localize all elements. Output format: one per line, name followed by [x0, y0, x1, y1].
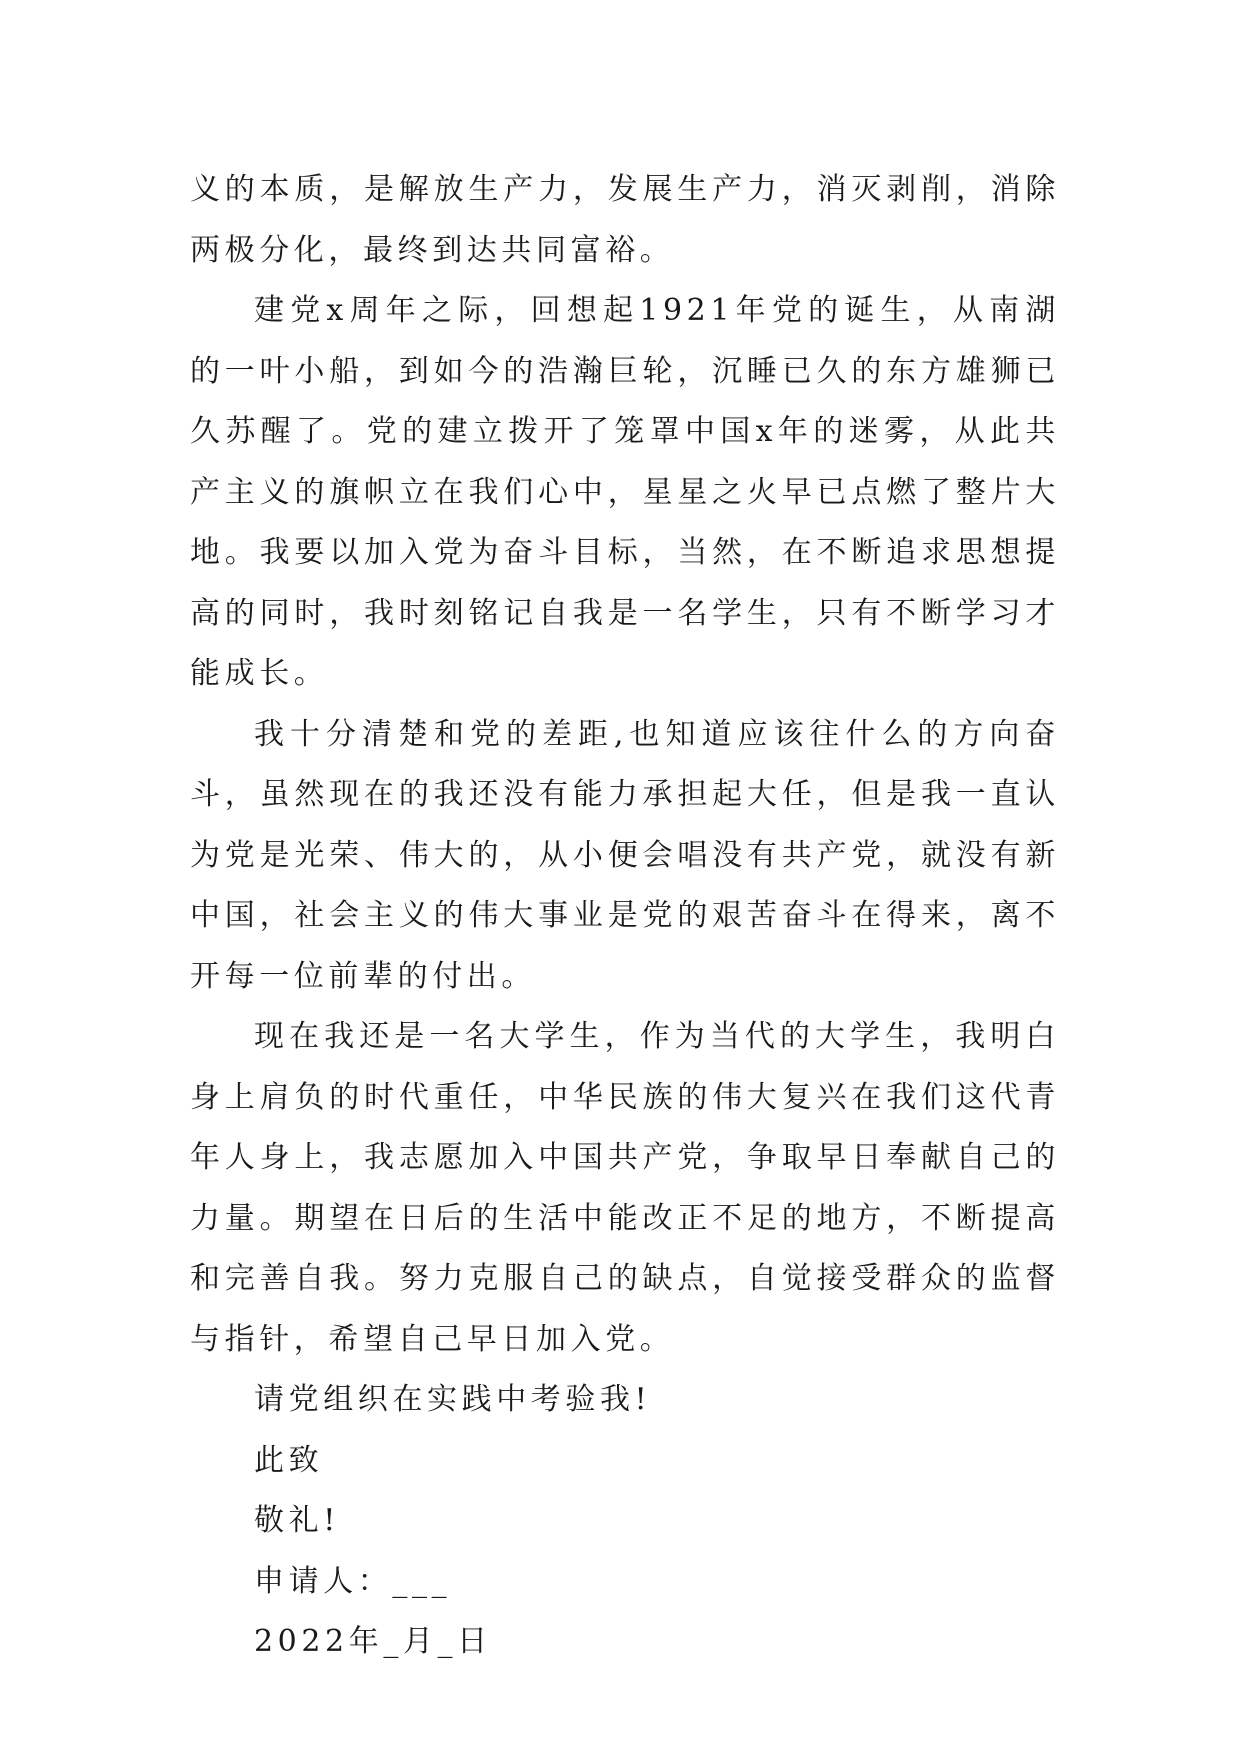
salutation-jingli: 敬礼!	[254, 1503, 340, 1538]
body-paragraph-party-anniversary: 建党x周年之际，回想起1921年党的诞生，从南湖的一叶小船，到如今的浩瀚巨轮，沉睡已久的东方雄狮已久苏醒了。党的建立拨开了笼罩中国x年的迷雾，从此共产主义的旗帜立在我们心中，星星之火早已点燃了整片大地。我要以加入党为奋斗目标，当然，在不断追求思想提高的同时，我时刻铭记自我是一名学生，只有不断学习才能成长。	[190, 293, 1060, 691]
application-letter-page	[190, 160, 1060, 1673]
body-paragraph-self-reflection: 我十分清楚和党的差距,也知道应该往什么的方向奋斗，虽然现在的我还没有能力承担起大任，但是我一直认为党是光荣、伟大的，从小便会唱没有共产党，就没有新中国，社会主义的伟大事业是党的艰苦奋斗在得来，离不开每一位前辈的付出。	[190, 716, 1060, 994]
date-line: 2022年_月_日	[254, 1624, 492, 1659]
body-paragraph-continued: 义的本质，是解放生产力，发展生产力，消灭剥削，消除两极分化，最终到达共同富裕。	[190, 172, 1060, 268]
applicant-signature-line: 申请人：___	[254, 1563, 452, 1599]
body-paragraph-aspiration: 现在我还是一名大学生，作为当代的大学生，我明白身上肩负的时代重任，中华民族的伟大复兴在我们这代青年人身上，我志愿加入中国共产党，争取早日奉献自己的力量。期望在日后的生活中能改正不足的地方，不断提高和完善自我。努力克服自己的缺点，自觉接受群众的监督与指针，希望自己早日加入党。	[190, 1019, 1060, 1357]
closing-request: 请党组织在实践中考验我!	[254, 1382, 652, 1417]
salutation-cizhi: 此致	[254, 1442, 324, 1478]
